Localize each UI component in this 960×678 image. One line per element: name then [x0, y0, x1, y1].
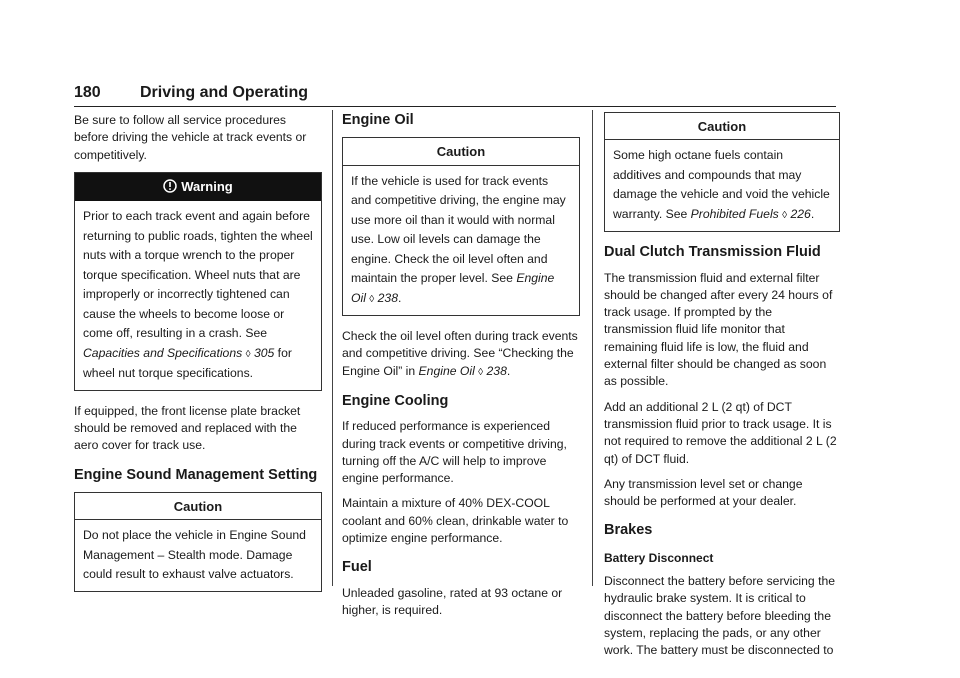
specifications-link[interactable]: Capacities and Specifications	[83, 345, 243, 360]
column-middle	[342, 112, 580, 627]
oil-text: Check the oil level often during track events and competitive driving. See “Checking the Engine Oil” in	[342, 329, 578, 378]
brakes-heading: Brakes	[604, 522, 653, 539]
oil-caution-end: .	[397, 290, 402, 305]
oil-text-end: .	[506, 363, 511, 378]
esm-heading: Engine Sound Management Setting	[74, 466, 318, 483]
oil-caution-text: If the vehicle is used for track events and competitive driving, the engine may use more oil than it would with normal use. Low oil levels can damage the engine. Check the oil level often and maintain the proper level. See	[351, 173, 566, 286]
fuel-caution-end: .	[810, 206, 815, 221]
prohibited-fuels-page[interactable]: 226	[790, 206, 811, 221]
column-divider-left	[332, 110, 333, 586]
dct-paragraph-1: The transmission fluid and external filter should be changed after every 24 hours of track usage. If prompted by the transmission fluid life monitor that remaining fluid life is low, the fluid and external filter should be changed as soon as possible.	[604, 270, 833, 389]
oil-caution-body	[343, 166, 579, 316]
engine-oil-page-2[interactable]: 238	[486, 363, 507, 378]
column-right	[604, 112, 840, 668]
dct-paragraph-2: Add an additional 2 L (2 qt) of DCT transmission fluid prior to track usage. It is not required to remove the additional 2 L (2 qt) of DCT fluid.	[604, 399, 837, 466]
cooling-paragraph-1: If reduced performance is experienced during track events or competitive driving, turning off the A/C will help to improve engine performance.	[342, 419, 567, 486]
oil-caution-box	[342, 137, 580, 316]
intro-paragraph: Be sure to follow all service procedures before driving the vehicle at track events or competitively.	[74, 113, 307, 162]
warning-title	[75, 173, 321, 201]
page-number: 180	[74, 84, 101, 101]
page-ref-icon: ◊	[369, 293, 375, 305]
column-left	[74, 112, 322, 604]
section-title: Driving and Operating	[140, 84, 309, 101]
warning-text-end: for wheel nut torque specifications.	[83, 345, 292, 381]
engine-oil-link-2[interactable]: Engine Oil	[418, 363, 475, 378]
battery-subheading: Battery Disconnect	[604, 550, 714, 565]
specifications-page[interactable]: 305	[253, 345, 275, 360]
page-ref-icon: ◊	[782, 209, 788, 221]
oil-heading: Engine Oil	[342, 112, 414, 128]
warning-text: Prior to each track event and again before returning to public roads, tighten the wheel nuts with a torque wrench to the proper torque specification. Wheel nuts that are improperly or incorrectly tightened can cause the wheels to become loose or come off, resulting in a crash. See	[83, 209, 313, 341]
page-header	[74, 82, 836, 107]
fuel-heading: Fuel	[342, 559, 372, 576]
plate-paragraph: If equipped, the front license plate bracket should be removed and replaced with the aero cover for track use.	[74, 403, 301, 453]
engine-oil-link[interactable]: Engine Oil	[351, 271, 555, 305]
prohibited-fuels-link[interactable]: Prohibited Fuels	[690, 206, 779, 221]
warning-icon	[163, 179, 177, 197]
dct-heading: Dual Clutch Transmission Fluid	[604, 244, 821, 261]
page-ref-icon: ◊	[478, 366, 484, 378]
fuel-caution-body	[605, 140, 839, 231]
fuel-caution-title: Caution	[605, 113, 839, 140]
fuel-paragraph: Unleaded gasoline, rated at 93 octane or higher, is required.	[342, 585, 563, 617]
esm-caution-text: Do not place the vehicle in Engine Sound Management – Stealth mode. Damage could result to exhaust valve actuators.	[83, 528, 306, 582]
fuel-caution-box	[604, 112, 840, 232]
warning-box	[74, 172, 322, 391]
warning-title-text: Warning	[181, 178, 233, 194]
engine-oil-page[interactable]: 238	[377, 290, 398, 305]
esm-caution-box	[74, 492, 322, 592]
oil-paragraph	[342, 328, 580, 381]
fuel-caution-text: Some high octane fuels contain additives and compounds that may damage the vehicle and void the vehicle warranty. See	[613, 148, 830, 221]
oil-caution-title: Caution	[343, 138, 579, 165]
dct-paragraph-3: Any transmission level set or change should be performed at your dealer.	[604, 476, 803, 509]
esm-caution-title: Caution	[75, 493, 321, 520]
cooling-heading: Engine Cooling	[342, 392, 449, 409]
cooling-paragraph-2: Maintain a mixture of 40% DEX-COOL coolant and 60% clean, drinkable water to optimize engine performance.	[342, 496, 569, 546]
warning-body	[75, 201, 321, 390]
battery-paragraph: Disconnect the battery before servicing the hydraulic brake system. It is critical to disconnect the battery before bleeding the system, replacing the pads, or any other work. The battery must be disconnected to	[604, 574, 836, 658]
column-divider-right	[592, 110, 593, 586]
page-ref-icon: ◊	[245, 348, 251, 360]
